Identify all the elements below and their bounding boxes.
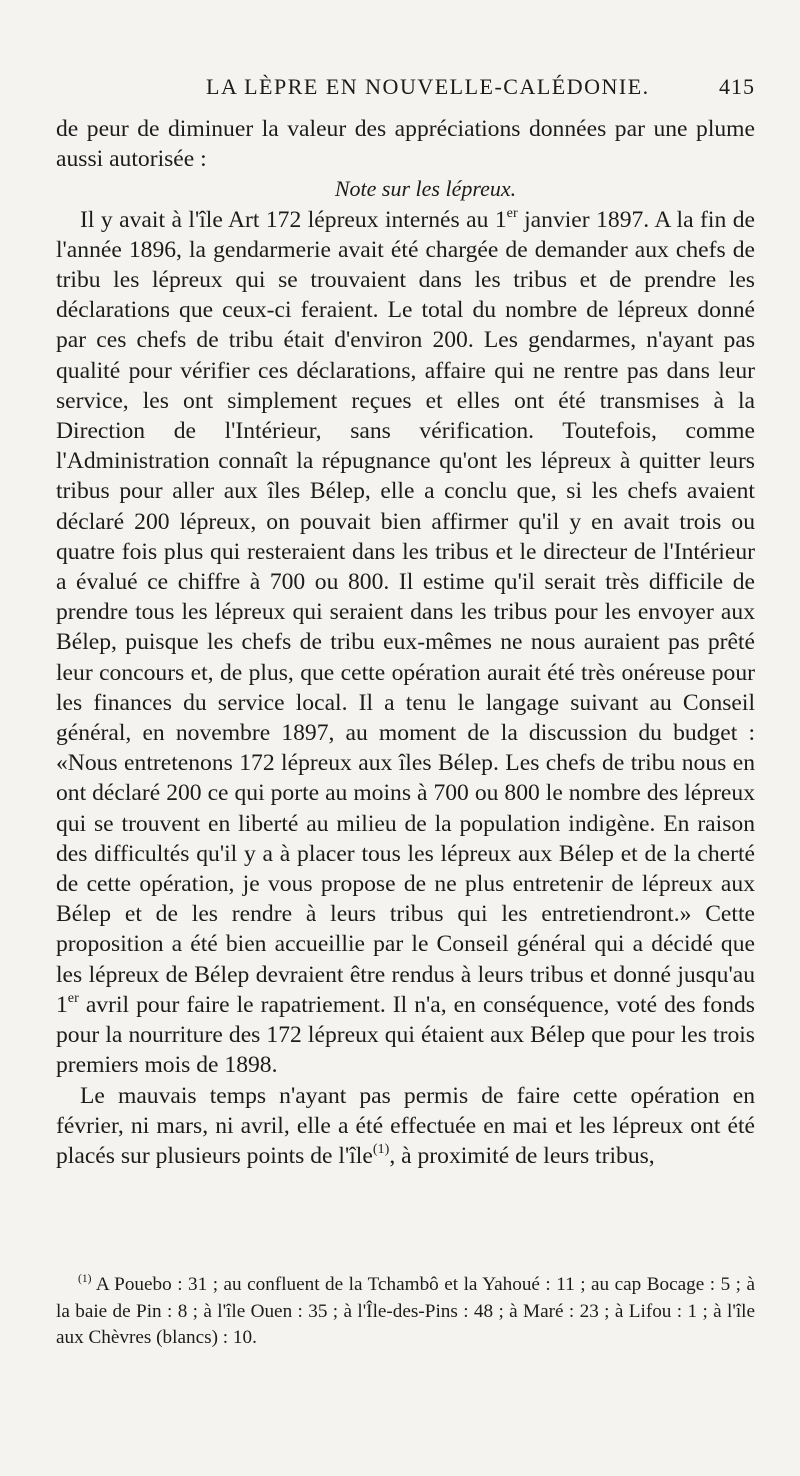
superscript-er-1: er (506, 204, 518, 221)
paragraph-2-part-b: , à proximité de leurs tribus, (389, 1142, 655, 1169)
paragraph-1-part-d: avril pour faire le rapatriement. Il n'a, en conséquence, voté des fonds pour la nourriture des 172 lépreux qui étaient aux Bélep que pour les trois premiers mois de 1898. (56, 991, 755, 1079)
paragraph-2 (56, 1081, 755, 1172)
intro-paragraph: de peur de diminuer la valeur des appréciations données par une plume aussi autorisée : (56, 116, 755, 173)
footnote-text: A Pouebo : 31 ; au confluent de la Tchambô et la Yahoué : 11 ; au cap Bocage : 5 ; à la baie de Pin : 8 ; à l'île Ouen : 35 ; à l'Île-des-Pins : 48 ; à Maré : 23 ; à Lifou : 1 ; à l'île aux Chèvres (blancs) : 10. (56, 1274, 755, 1348)
footnote-marker: (1) (78, 1272, 92, 1285)
superscript-er-2: er (67, 989, 79, 1006)
running-header (56, 74, 755, 108)
paragraph-1-part-a: Il y avait à l'île Art 172 lépreux internés au 1 (80, 206, 507, 233)
footnote-reference: (1) (372, 1141, 390, 1157)
page-number: 415 (719, 74, 755, 99)
main-text (56, 114, 755, 1171)
running-title: LA LÈPRE EN NOUVELLE-CALÉDONIE. (206, 74, 650, 99)
footnote-1 (56, 1272, 755, 1352)
section-subtitle: Note sur les lépreux. (334, 176, 517, 202)
paragraph-2-part-a: Le mauvais temps n'ayant pas permis de faire cette opération en février, ni mars, ni avril, elle a été effectuée en mai et les lépreux ont été placés sur plusieurs points de l'île (56, 1082, 755, 1169)
paragraph-1-part-b: janvier 1897. A la fin de l'année 1896, la gendarmerie avait été chargée de demander aux chefs de tribu les lépreux qui se trouvaient dans les tribus et de prendre les déclarations que ceux-ci feraient. Le total du nombre de lépreux donné par ces chefs de tribu était d'environ 200. Les gendarmes, n'ayant pas qualité pour vérifier ces déclarations, affaire qui ne rentre pas dans leur service, les ont simplement reçues et elles ont été transmises à la Direction de l'Intérieur, sans vérification. Toutefois, comme l'Administration connaît la répugnance qu'ont les lépreux à quitter leurs tribus pour aller aux îles Bélep, elle a conclu que, si les chefs avaient déclaré 200 lépreux, on pouvait bien affirmer qu'il y en avait trois ou quatre fois plus qui resteraient dans les tribus et le directeur de l'Intérieur a évalué ce chiffre à 700 ou 800. Il estime qu'il serait très difficile de prendre tous les lépreux qui seraient dans les tribus pour les envoyer aux Bélep, puisque les chefs de tribu eux-mêmes ne nous auraient pas prêté leur concours et, de plus, que cette opération aurait été très onéreuse pour les finances du service local. Il a tenu le langage suivant au Conseil général, en novembre 1897, au moment de la discussion du budget : «Nous entretenons 172 lépreux aux îles Bélep. Les chefs de tribu nous en ont déclaré 200 ce qui porte au moins à 700 ou 800 le nombre des lépreux qui se trouvent en liberté au milieu de la population indigène. En raison des difficultés qu'il y a à placer tous les lépreux aux Bélep et de la cherté de cette opération, je vous propose de ne plus entretenir de lépreux aux Bélep et de les rendre à leurs tribus qui les entretiendront.» Cette proposition a été bien accueillie par le Conseil général qui a décidé que les lépreux de Bélep devraient être rendus à leurs tribus et donné jusqu'au 1 (56, 206, 755, 1018)
paragraph-1 (56, 205, 755, 1081)
footnotes (56, 1272, 755, 1352)
